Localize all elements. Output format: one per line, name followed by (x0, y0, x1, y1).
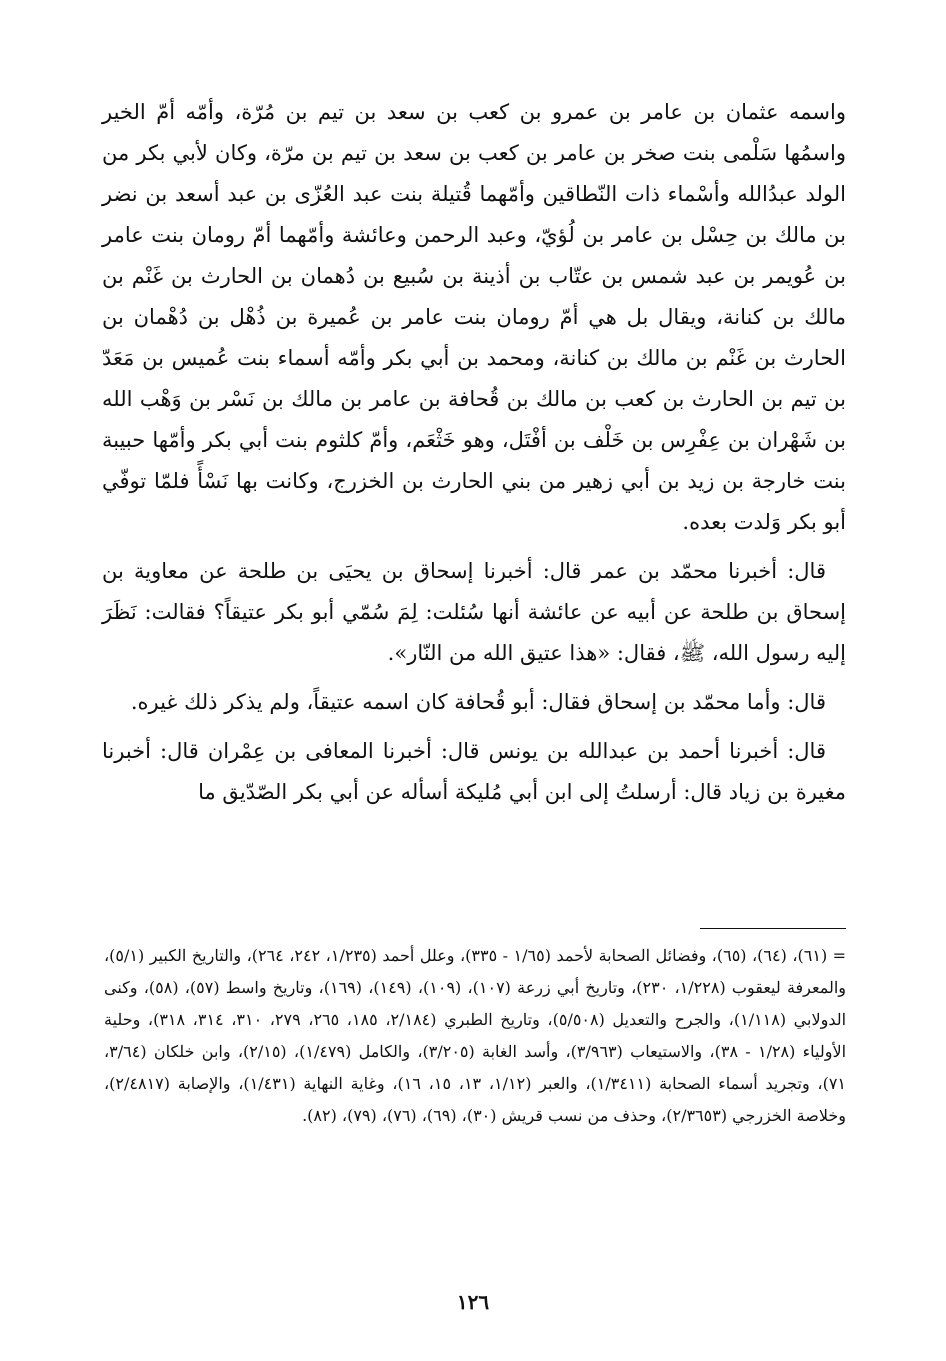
paragraph-ibn-abi-mulaykah: قال: أخبرنا أحمد بن عبدالله بن يونس قال: أخبرنا المعافى بن عِمْران قال: أخبرنا مغيرة بن زياد قال: أرسلتُ إلى ابن أبي مُليكة أسأله عن أبي بكر الصّدّيق ما (102, 739, 846, 804)
page-number: ١٢٦ (456, 1290, 490, 1314)
footnote-references: = (٦١)، (٦٤)، (٦٥)، وفضائل الصحابة لأحمد (١/٦٥ - ٣٣٥)، وعلل أحمد (١/٢٣٥، ٢٤٢، ٢٦٤)، والتاريخ الكبير (٥/١)، والمعرفة ليعقوب (١/٢٢٨، ٢٣٠)، وتاريخ أبي زرعة (١٠٧)، (١٠٩)، (١٤٩)، (١٦٩)، وتاريخ واسط (٥٧)، (٥٨)، وكنى الدولابي (١/١١٨)، والجرح والتعديل (٥/٥٠٨)، وتاريخ الطبري (٢/١٨٤، ١٨٥، ٢٦٥، ٢٧٩، ٣١٠، ٣١٤، ٣١٨)، وحلية الأولياء (١/٢٨ - ٣٨)، والاستيعاب (٣/٩٦٣)، وأسد الغابة (٣/٢٠٥)، والكامل (١/٤٧٩)، (٢/١٥)، وابن خلكان (٣/٦٤، ٧١)، وتجريد أسماء الصحابة (١/٣٤١١)، والعبر (١/١٢، ١٣، ١٥، ١٦)، وغاية النهاية (١/٤٣١)، والإصابة (٢/٤٨١٧)، وخلاصة الخزرجي (٢/٣٦٥٣)، وحذف من نسب قريش (٣٠)، (٦٩)، (٧٦)، (٧٩)، (٨٢). (104, 946, 847, 1125)
footnotes (104, 940, 846, 1132)
paragraph-ibn-ishaq: قال: وأما محمّد بن إسحاق فقال: أبو قُحافة كان اسمه عتيقاً، ولم يذكر ذلك غيره. (130, 690, 826, 714)
main-text (102, 92, 846, 821)
paragraph-lineage: واسمه عثمان بن عامر بن عمرو بن كعب بن سعد بن تيم بن مُرّة، وأمّه أمّ الخير واسمُها سَلْمى بنت صخر بن عامر بن كعب بن سعد بن تيم بن مرّة، وكان لأبي بكر من الولد عبدُالله وأسْماء ذات النّطاقين وأمّهما قُتيلة بنت عبد العُزّى بن عبد أسعد بن نضر بن مالك بن حِسْل بن عامر بن لُؤيّ، وعبد الرحمن وعائشة وأمّهما أمّ رومان بنت عامر بن عُويمر بن عبد شمس بن عتّاب بن أذينة بن سُبيع بن دُهمان بن الحارث بن غَنْم بن مالك بن كنانة، ويقال بل هي أمّ رومان بنت عامر بن عُميرة بن ذُهْل بن دُهْمان بن الحارث بن غَنْم بن مالك بن كنانة، ومحمد بن أبي بكر وأمّه أسماء بنت عُميس بن مَعَدّ بن تيم بن الحارث بن كعب بن مالك بن قُحافة بن عامر بن مالك بن نَسْر بن وَهْب الله بن شَهْران بن عِفْرِس بن خَلْف بن أفْتَل، وهو خَثْعَم، وأمّ كلثوم بنت أبي بكر وأمّها حبيبة بنت خارجة بن زيد بن أبي زهير من بني الحارث بن الخزرج، وكانت بها نَسْأً فلمّا توفّي أبو بكر وَلدت بعده. (102, 100, 846, 534)
footnote-divider (700, 928, 846, 929)
paragraph-atiq-hadith: قال: أخبرنا محمّد بن عمر قال: أخبرنا إسحاق بن يحيَى بن طلحة عن معاوية بن إسحاق بن طلحة عن أبيه عن عائشة أنها سُئلت: لِمَ سُمّي أبو بكر عتيقاً؟ فقالت: نَظَرَ إليه رسول الله، ﷺ، فقال: «هذا عتيق الله من النّار». (102, 559, 846, 665)
